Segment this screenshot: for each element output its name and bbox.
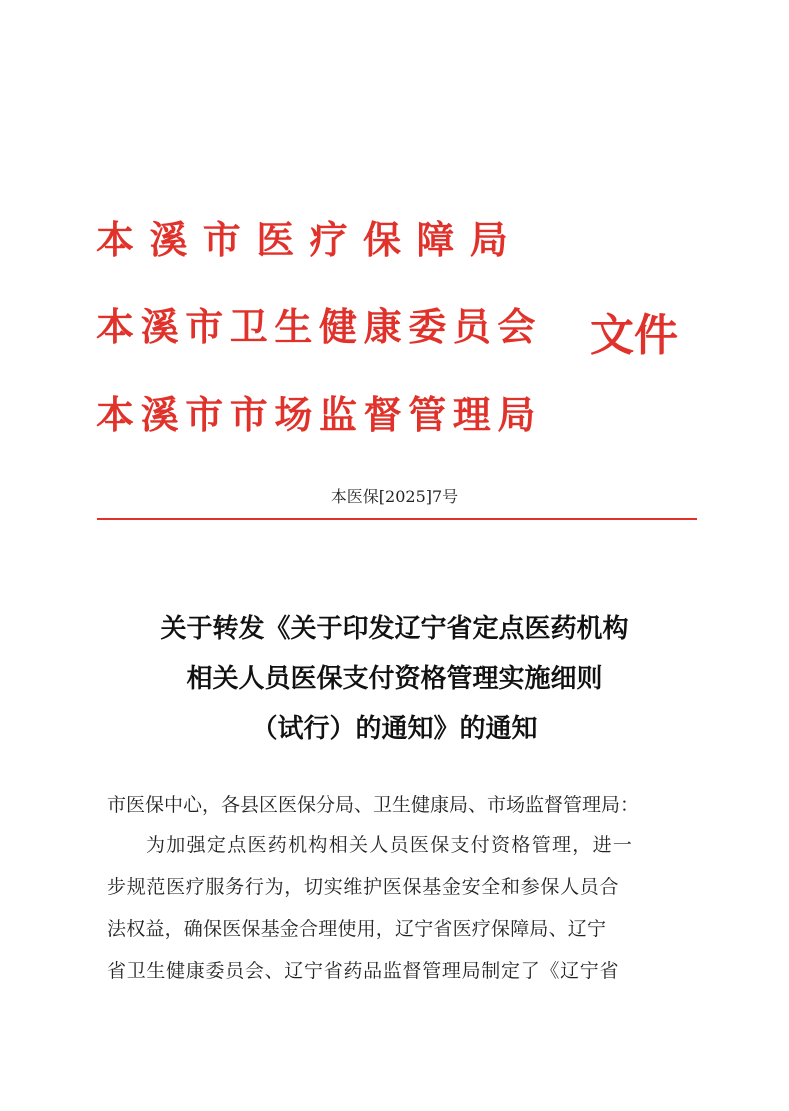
document-number: 本医保[2025]7号	[330, 487, 459, 506]
addressee: 市医保中心，各县区医保分局、卫生健康局、市场监督管理局：	[107, 794, 640, 816]
red-divider-line	[97, 518, 697, 520]
title-line-1: 关于转发《关于印发辽宁省定点医药机构	[160, 614, 629, 644]
body-line-1: 为加强定点医药机构相关人员医保支付资格管理，进一	[146, 834, 634, 856]
document-word: 文件	[590, 310, 678, 361]
body-line-3: 法权益，确保医保基金合理使用，辽宁省医疗保障局、辽宁	[107, 918, 607, 940]
body-line-4: 省卫生健康委员会、辽宁省药品监督管理局制定了《辽宁省	[107, 960, 620, 982]
issuer-health-commission: 本溪市卫生健康委员会	[96, 305, 543, 349]
body-line-2: 步规范医疗服务行为，切实维护医保基金安全和参保人员合	[107, 876, 620, 898]
issuer-medical-security-bureau: 本溪市医疗保障局	[96, 218, 524, 262]
title-line-3: （试行）的通知》的通知	[251, 714, 538, 744]
issuer-market-supervision-bureau: 本溪市市场监督管理局	[96, 393, 543, 437]
title-line-2: 相关人员医保支付资格管理实施细则	[186, 664, 603, 694]
